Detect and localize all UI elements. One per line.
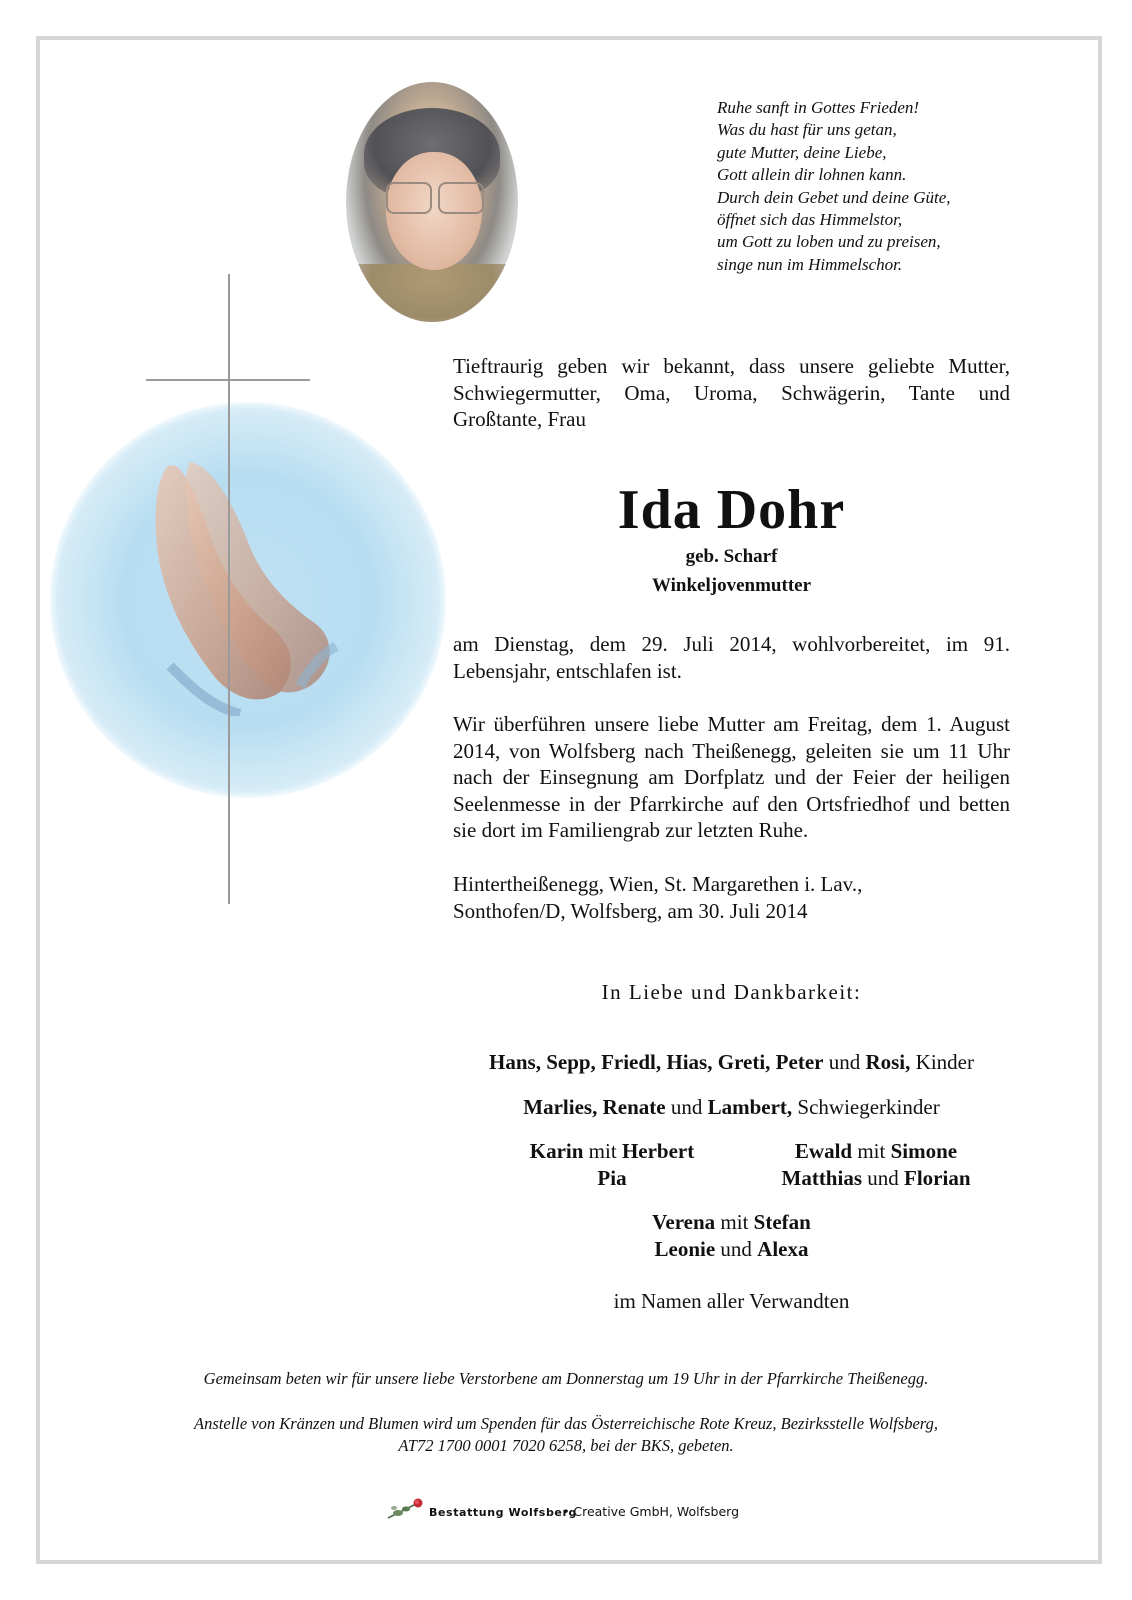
poem — [717, 97, 1047, 276]
family-name: Greti, — [717, 1050, 771, 1074]
family-name: Sepp, — [546, 1050, 596, 1074]
poem-line: um Gott zu loben und zu preisen, — [717, 232, 941, 252]
family-name: Renate — [602, 1095, 666, 1119]
deceased-name: Ida Dohr — [617, 479, 846, 541]
conjunction: und — [867, 1166, 899, 1190]
poem-line: öffnet sich das Himmelstor, — [717, 210, 903, 230]
family-name: Verena — [652, 1210, 716, 1234]
closing-line: im Namen aller Verwandten — [613, 1289, 850, 1313]
children-line — [453, 1049, 1010, 1076]
relation-label: Schwiegerkinder — [797, 1095, 940, 1119]
conjunction: und — [670, 1095, 703, 1119]
inlaws-line — [453, 1094, 1010, 1121]
poem-line: Gott allein dir lohnen kann. — [717, 165, 907, 185]
family-name: Hias, — [666, 1050, 713, 1074]
family-name: Leonie — [654, 1237, 716, 1261]
cross-horizontal — [146, 379, 310, 381]
conjunction: und — [828, 1050, 861, 1074]
funeral-text: Wir überführen unsere liebe Mutter am Freitag, dem 1. August 2014, von Wolfsberg nach Theißenegg, geleiten sie um 11 Uhr nach der Einsegnung am Dorfplatz und der Feier der heiligen Seelenmesse in der Pfarrkirche auf den Ortsfriedhof und betten sie dort im Familiengrab zur letzten Ruhe. — [453, 712, 1010, 842]
prayer-note: Gemeinsam beten wir für unsere liebe Verstorbene am Donnerstag um 19 Uhr in der Pfarrkirche Theißenegg. — [203, 1369, 929, 1388]
conjunction: und — [720, 1237, 752, 1261]
poem-line: singe nun im Himmelschor. — [717, 254, 903, 274]
death-text: am Dienstag, dem 29. Juli 2014, wohlvorbereitet, im 91. Lebensjahr, entschlafen ist. — [453, 632, 1010, 683]
donation-line: AT72 1700 0001 7020 6258, bei der BKS, gebeten. — [398, 1436, 734, 1455]
grandchildren-center — [453, 1209, 1010, 1263]
portrait-photo — [346, 82, 518, 322]
maiden-name: geb. Scharf — [685, 546, 778, 567]
family-name: Simone — [890, 1139, 958, 1163]
poem-line: gute Mutter, deine Liebe, — [717, 142, 887, 162]
poem-line: Durch dein Gebet und deine Güte, — [717, 187, 951, 207]
intro-text: Tieftraurig geben wir bekannt, dass unsere geliebte Mutter, Schwiegermutter, Oma, Uroma, Schwägerin, Tante und Großtante, Frau — [453, 354, 1010, 431]
donation-line: Anstelle von Kränzen und Blumen wird um Spenden für das Österreichische Rote Kreuz, Bezirksstelle Wolfsberg, — [194, 1414, 938, 1433]
praying-hands-icon — [150, 456, 340, 716]
rose-icon — [386, 1496, 426, 1522]
donation-note — [60, 1413, 1072, 1457]
poem-line: Was du hast für uns getan, — [717, 120, 897, 140]
thanks-heading: In Liebe und Dankbarkeit: — [601, 980, 862, 1004]
places-date — [453, 871, 1010, 924]
company-name: • Creative GmbH, Wolfsberg — [562, 1504, 740, 1519]
relation-label: Kinder — [915, 1050, 974, 1074]
grandchildren-right — [726, 1138, 1026, 1192]
grandchildren-left — [462, 1138, 762, 1192]
family-name: Karin — [529, 1139, 584, 1163]
undertaker-logo — [386, 1496, 786, 1522]
family-name: Pia — [597, 1166, 627, 1190]
family-name: Alexa — [757, 1237, 809, 1261]
family-name: Herbert — [621, 1139, 695, 1163]
family-name: Marlies, — [523, 1095, 598, 1119]
family-name: Peter — [775, 1050, 824, 1074]
conjunction: mit — [720, 1210, 749, 1234]
places-line: Hintertheißenegg, Wien, St. Margarethen i. Lav., — [453, 872, 863, 896]
cross-vertical — [228, 274, 230, 904]
family-name: Florian — [904, 1166, 971, 1190]
family-name: Lambert, — [707, 1095, 793, 1119]
family-name: Ewald — [794, 1139, 853, 1163]
family-name: Rosi, — [865, 1050, 911, 1074]
family-name: Matthias — [781, 1166, 862, 1190]
places-line: Sonthofen/D, Wolfsberg, am 30. Juli 2014 — [453, 898, 808, 923]
conjunction: mit — [857, 1139, 886, 1163]
family-name: Stefan — [753, 1210, 811, 1234]
family-name: Hans, — [489, 1050, 541, 1074]
brand-name: Bestattung Wolfsberg — [429, 1506, 577, 1519]
poem-line: Ruhe sanft in Gottes Frieden! — [717, 98, 920, 117]
family-name: Friedl, — [601, 1050, 662, 1074]
honorary-title: Winkeljovenmutter — [651, 575, 812, 596]
conjunction: mit — [588, 1139, 617, 1163]
